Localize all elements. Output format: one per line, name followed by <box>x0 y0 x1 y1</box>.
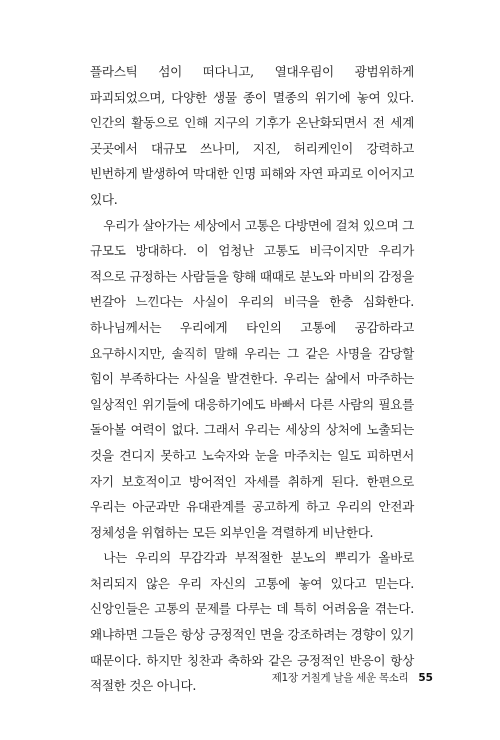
page-number: 55 <box>418 672 433 684</box>
paragraph-2: 우리가 살아가는 세상에서 고통은 다방면에 걸쳐 있으며 그 규모도 방대하다. 이 엄청난 고통도 비극이지만 우리가 적으로 규정하는 사람들을 향해 때때로 분노와 마비의 감정을 번갈아 느낀다는 사실이 우리의 비극을 한층 심화한다. 하나님께서는 우리에게 타인의 고통에 공감하라고 요구하시지만, 솔직히 말해 우리는 그 같은 사명을 감당할 힘이 부족하다는 사실을 발견한다. 우리는 삶에서 마주하는 일상적인 위기들에 대응하기에도 바빠서 다른 사람의 필요를 돌아볼 여력이 없다. 그래서 우리는 세상의 상처에 노출되는 것을 견디지 못하고 노숙자와 눈을 마주치는 일도 피하면서 자기 보호적이고 방어적인 자세를 취하게 된다. 한편으로 우리는 아군과만 유대관계를 공고하게 하고 우리의 안전과 정체성을 위협하는 모든 외부인을 격렬하게 비난한다. <box>90 217 414 540</box>
page-footer <box>272 671 433 685</box>
running-title: 제1장 거칠게 날을 세운 목소리 <box>271 672 409 684</box>
paragraph-3: 나는 우리의 무감각과 부적절한 분노의 뿌리가 올바로 처리되지 않은 우리 자신의 고통에 놓여 있다고 믿는다. 신앙인들은 고통의 문제를 다루는 데 특히 어려움을 겪는다. 왜냐하면 그들은 항상 긍정적인 면을 강조하려는 경향이 있기 때문이다. 하지만 칭찬과 축하와 같은 긍정적인 반응이 항상 적절한 것은 아니다. <box>90 550 414 694</box>
body-text <box>90 59 414 699</box>
paragraph-1: 플라스틱 섬이 떠다니고, 열대우림이 광범위하게 파괴되었으며, 다양한 생물 종이 멸종의 위기에 놓여 있다. 인간의 활동으로 인해 지구의 기후가 온난화되면서 전 세계 곳곳에서 대규모 쓰나미, 지진, 허리케인이 강력하고 빈번하게 발생하여 막대한 인명 피해와 자연 파괴로 이어지고 있다. <box>90 64 414 207</box>
